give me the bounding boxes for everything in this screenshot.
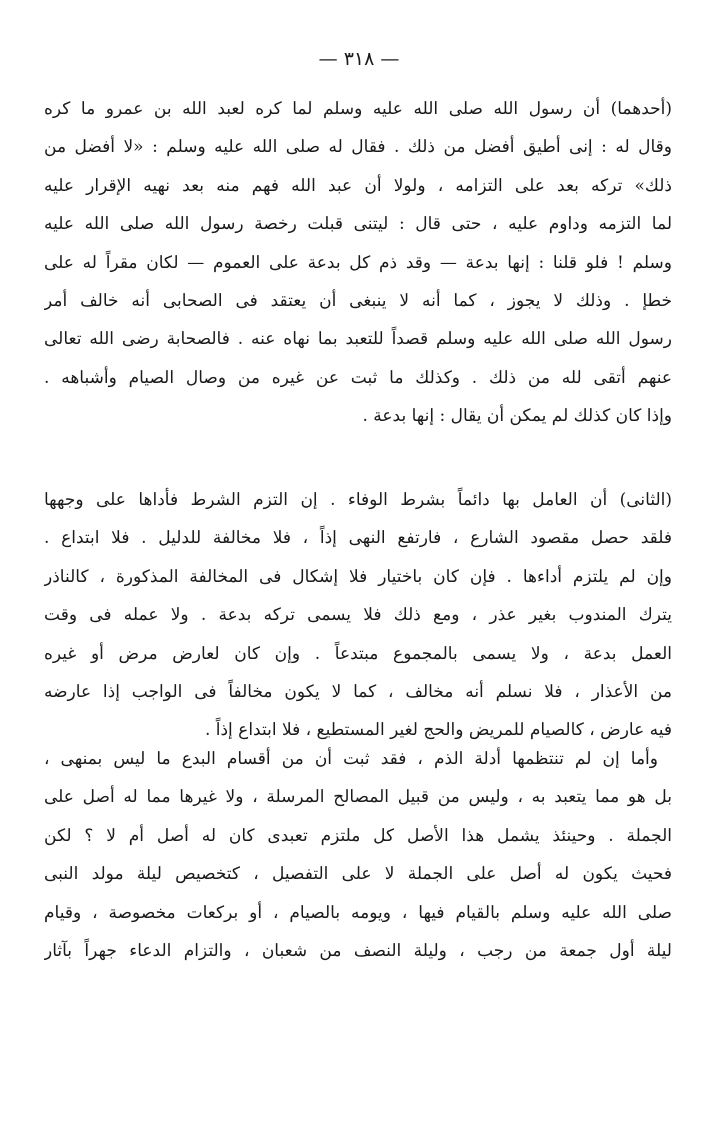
text-line: صلى الله عليه وسلم بالقيام فيها ، ويومه بالصيام ، أو بركعات مخصوصة ، وقيام — [44, 902, 672, 923]
text-line: عنهم أتقى لله من ذلك . وكذلك ما ثبت عن غيره من وصال الصيام وأشباهه . — [44, 367, 672, 388]
text-line: (الثانى) أن العامل بها دائماً بشرط الوفاء . إن التزم الشرط فأداها على وجهها — [44, 490, 672, 510]
text-line: لما التزمه وداوم عليه ، حتى قال : ليتنى قبلت رخصة رسول الله صلى الله عليه — [44, 214, 672, 235]
text-line: وإن لم يلتزم أداءها . فإن كان باختيار فلا إشكال فى المخالفة المذكورة ، كالناذر — [44, 566, 672, 587]
text-line: العمل بدعة ، ولا يسمى بالمجموع مبتدعاً . وإن كان لعارض مرض أو غيره — [44, 643, 672, 664]
text-line: ليلة أول جمعة من رجب ، وليلة النصف من شعبان ، والتزام الدعاء جهراً بآثار — [44, 940, 672, 961]
paragraph-second-argument — [44, 481, 672, 750]
paragraph-third-section — [44, 740, 672, 970]
text-line: الجملة . وحينئذ يشمل هذا الأصل كل ملتزم تعبدى كان له أصل أم لا ؟ لكن — [44, 825, 672, 846]
text-line: خطإ . وذلك لا يجوز ، كما أنه لا ينبغى أن يعتقد فى الصحابى أنه خالف أمر — [44, 290, 672, 311]
text-line: فحيث يكون له أصل على الجملة لا على التفصيل ، كتخصيص ليلة مولد النبى — [44, 864, 672, 885]
text-line: من الأعذار ، فلا نسلم أنه مخالف ، كما لا يكون مخالفاً فى الواجب إذا عارضه — [44, 681, 672, 702]
text-line: وأما إن لم تنتظمها أدلة الذم ، فقد ثبت أن من أقسام البدع ما ليس بمنهى ، — [44, 749, 658, 769]
text-line: وسلم ! فلو قلنا : إنها بدعة — وقد ذم كل بدعة على العموم — لكان مقراً له على — [44, 252, 672, 273]
paragraph-first-argument — [44, 90, 672, 436]
text-line: رسول الله صلى الله عليه وسلم قصداً للتعبد بما نهاه عنه . فالصحابة رضى الله تعالى — [44, 329, 672, 350]
text-line: (أحدهما) أن رسول الله صلى الله عليه وسلم لما كره لعبد الله بن عمرو ما كره — [44, 99, 672, 119]
page-number: — ٣١٨ — — [318, 48, 400, 70]
text-line: ذلك» تركه بعد على التزامه ، ولولا أن عبد الله فهم منه بعد نهيه الإقرار عليه — [44, 175, 672, 196]
text-line: وإذا كان كذلك لم يمكن أن يقال : إنها بدعة . — [362, 406, 672, 427]
text-line: فلقد حصل مقصود الشارع ، فارتفع النهى إذاً ، فلا مخالفة للدليل . فلا ابتداع . — [44, 528, 672, 549]
text-line: يترك المندوب بغير عذر ، ومع ذلك فلا يسمى تركه بدعة . ولا عمله فى وقت — [44, 605, 672, 626]
text-line: وقال له : إنى أطيق أفضل من ذلك . فقال له صلى الله عليه وسلم : «لا أفضل من — [44, 137, 672, 158]
text-line: بل هو مما يتعبد به ، وليس من قبيل المصالح المرسلة ، ولا غيرها مما له أصل على — [44, 787, 672, 808]
text-line: فيه عارض ، كالصيام للمريض والحج لغير المستطيع ، فلا ابتداع إذاً . — [204, 720, 672, 741]
